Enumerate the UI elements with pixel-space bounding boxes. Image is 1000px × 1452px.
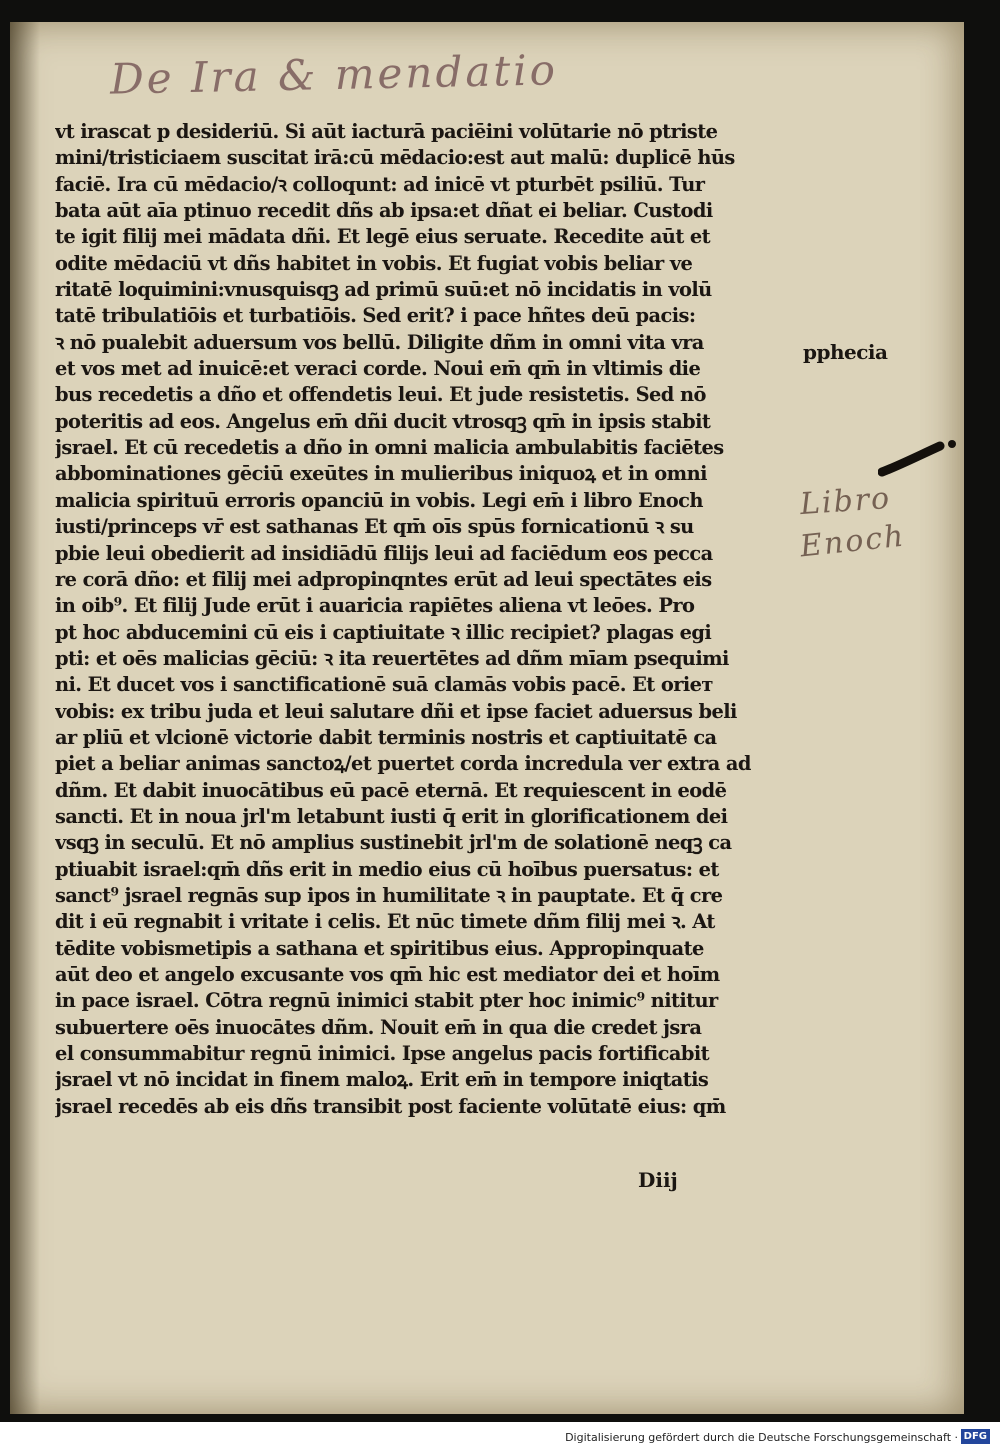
text-line: et vos met ad inuicē:et veraci corde. Noui em̄ qm̄ in vltimis die [55, 356, 701, 381]
manuscript-margin-note: Libro [798, 480, 893, 523]
text-line: vobis: ex tribu juda et leui salutare dñi et ipse faciet aduersus beli [55, 698, 737, 723]
text-line: malicia spirituū erroris opanciū in vobis. Legi em̄ i libro Enoch [55, 487, 703, 512]
text-line: vt irascat p desideriū. Si aūt iacturā paciēini volūtarie nō ptriste [55, 119, 718, 143]
text-line: bus recedetis a dño et offendetis leui. Et jude resistetis. Sed nō [55, 382, 706, 407]
text-line: piet a beliar animas sanctoꝝ/et puertet corda incredula ver extra ad [55, 751, 751, 776]
text-line: ar pliū et vlcionē victorie dabit terminis nostris et captiuitatē ca [55, 724, 717, 749]
manuscript-margin-note: Enoch [798, 518, 907, 565]
text-line: jsrael recedēs ab eis dñs transibit post faciente volūtatē eius: qm̄ [55, 1093, 726, 1118]
text-line: vsqꝫ in seculū. Et nō amplius sustinebit jrl'm de solationē neqꝫ ca [55, 830, 732, 855]
text-line: pt hoc abducemini cū eis i captiuitate ꝛ illic recipiet? plagas egi [55, 619, 712, 644]
text-line: pbie leui obedierit ad insidiādū filijs leui ad faciēdum eos pecca [55, 540, 713, 565]
text-line: ꝛ nō pualebit aduersum vos bellū. Diligite dñm in omni vita vra [55, 329, 704, 354]
text-line: re corā dño: et filij mei adpropinqntes erūt ad leui spectātes eis [55, 566, 712, 591]
text-line: sanct⁹ jsrael regnās sup ipos in humilitate ꝛ in pauptate. Et q̄ cre [55, 882, 723, 907]
text-line: iusti/princeps vr̄ est sathanas Et qm̄ oīs spūs fornicationū ꝛ su [55, 514, 694, 539]
text-line: odite mēdaciū vt dñs habitet in vobis. Et fugiat vobis beliar ve [55, 250, 693, 275]
dfg-logo: DFG [961, 1429, 990, 1444]
text-line: te igit filij mei mādata dñi. Et legē eius seruate. Recedite aūt et [55, 224, 711, 249]
footer-bar [0, 1422, 1000, 1452]
text-line: aūt deo et angelo excusante vos qm̄ hic est mediator dei et hoīm [55, 962, 720, 986]
text-line: tēdite vobismetipis a sathana et spiritibus eius. Appropinquate [55, 935, 704, 960]
funding-note: Digitalisierung gefördert durch die Deutsche Forschungsgemeinschaft · [565, 1431, 958, 1444]
book-page [10, 22, 964, 1414]
ink-dash-mark [878, 434, 968, 484]
text-line: ritatē loquimini:vnusquisqꝫ ad primū suū:et nō incidatis in volū [55, 277, 712, 302]
text-line: subuertere oēs inuocātes dñm. Nouit em̄ in qua die credet jsra [55, 1014, 702, 1039]
text-line: in oib⁹. Et filij Jude erūt i auaricia rapiētes aliena vt leōes. Pro [55, 593, 695, 618]
text-line: pti: et oēs malicias gēciū: ꝛ ita reuertētes ad dñm mīam psequimi [55, 645, 729, 670]
body-text [55, 118, 815, 1119]
text-line: ni. Et ducet vos i sanctificationē suā clamās vobis pacē. Et orieт [55, 672, 713, 697]
text-line: sancti. Et in noua jrl'm letabunt iusti q̄ erit in glorificationem dei [55, 803, 728, 828]
text-line: jsrael vt nō incidat in finem maloꝝ. Erit em̄ in tempore iniqtatis [55, 1067, 709, 1092]
text-line: dñm. Et dabit inuocātibus eū pacē eternā. Et requiescent in eodē [55, 777, 727, 802]
text-line: abbominationes gēciū exeūtes in mulieribus iniquoꝝ et in omni [55, 461, 707, 486]
text-line: dit i eū regnabit i vritate i celis. Et nūc timete dñm filij mei ꝛ. At [55, 909, 715, 934]
text-line: el consummabitur regnū inimici. Ipse angelus pacis fortificabit [55, 1041, 710, 1066]
manuscript-heading: De Ira & mendatio [109, 45, 559, 104]
signature-mark: Diij [638, 1168, 678, 1192]
text-line: poteritis ad eos. Angelus em̄ dñi ducit vtrosqꝫ qm̄ in ipsis stabit [55, 408, 711, 433]
text-line: in pace israel. Cōtra regnū inimici stabit pter hoc inimic⁹ nititur [55, 988, 718, 1013]
text-line: faciē. Ira cū mēdacio/ꝛ colloqunt: ad inicē vt pturbēt psiliū. Tur [55, 171, 705, 196]
gutter-shadow [10, 22, 40, 1414]
text-line: ptiuabit israel:qm̄ dñs erit in medio eius cū hoībus puersatus: et [55, 856, 719, 881]
text-line: bata aūt aīa ptinuo recedit dñs ab ipsa:et dñat ei beliar. Custodi [55, 198, 713, 223]
text-line: tatē tribulatiōis et turbatiōis. Sed erit? i pace hñtes deū pacis: [55, 303, 696, 328]
margin-printed-note: pphecia [803, 340, 888, 364]
text-line: jsrael. Et cū recedetis a dño in omni malicia ambulabitis faciētes [55, 435, 724, 460]
text-line: mini/tristiciaem suscitat irā:cū mēdacio:est aut malū: duplicē hūs [55, 145, 735, 170]
